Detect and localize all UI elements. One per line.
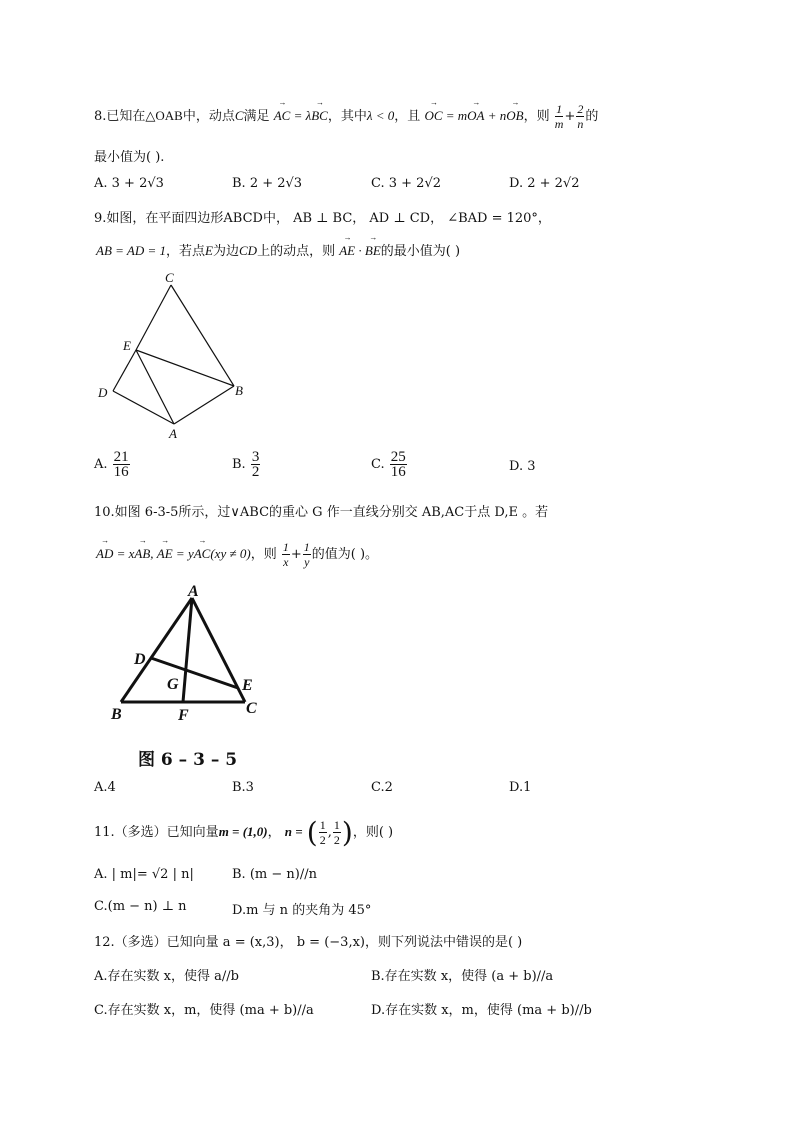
q9-option-b [232,450,261,479]
q9-option-c-den: 16 [390,464,406,480]
q10-line1: 10.如图 6-3-5所示，过∨ABC的重心 G 作一直线分别交 AB,AC于点 D,E 。若 [94,505,549,520]
q9-edge-ab [174,386,234,424]
q10-figure-caption: 图 6 – 3 – 5 [138,750,238,770]
q11-paren-close: ) [341,816,353,849]
q9-edge-eb [136,350,234,386]
q8-vector-eq: → AC = λ→ BC [274,108,328,123]
q9-option-a-label: A. [94,457,108,472]
q9-option-c [371,450,408,479]
q11-option-b: B. (m − n)//n [232,867,317,882]
q10-frac-1y: $\frac{1}{y}$ [303,540,310,569]
q10-frac-1x: $\frac{1}{x}$ [282,540,289,569]
q11-option-c: C.(m − n) ⊥ n [94,899,187,914]
q8-triangle: △OAB [145,108,183,123]
q12-option-d: D.存在实数 x，m，使得 (ma + b)//b [371,1003,592,1018]
q9-option-d: D. 3 [509,459,536,474]
q9-label-b: B [235,383,243,398]
q8-line1: 8.已知在△OAB中，动点C满足 → AC = λ→ BC，其中λ < 0，且 → OC = m→ OA + n→ OB，则 $\frac{1}{m}$ + $\frac{2}{n}$ 的 [94,102,598,131]
q9-text-b: ，若点 [166,244,206,259]
q10-median-af [183,598,192,702]
q9-ab-ad: AB = AD = 1 [96,243,167,258]
q8-frac-2n: $\frac{2}{n}$ [577,102,584,131]
q9-option-c-num: 25 [390,449,406,465]
q10-vector-eqs: → AD = x→ AB, → AE = y→ AC(xy ≠ 0) [96,546,251,561]
q10-option-b: B.3 [232,780,254,795]
q10-label-c: C [246,700,257,717]
q8-option-a: A. 3 + 2√3 [94,176,164,191]
q8-lambda-cond: λ < 0 [366,108,395,123]
q8-tail: 的 [585,109,599,124]
q8-option-b: B. 2 + 2√3 [232,176,303,191]
q9-option-b-label: B. [232,457,246,472]
q11-m-value: m = (1,0) [218,824,268,839]
q9-option-c-frac [390,450,407,479]
q9-option-a-num: 21 [113,449,129,465]
q9-option-a-frac [113,450,130,479]
q8-option-c: C. 3 + 2√2 [371,176,442,191]
q11-line1: 11.（多选）已知向量m = (1,0)， n = ( $\frac{1}{2}$ , $\frac{1}{2}$ )，则( ) [94,816,394,849]
q8-oc-eq: → OC = m→ OA + n→ OB [424,108,523,123]
q10-text-end: 的值为( )。 [311,547,379,562]
q8-text-1: 中，动点 [182,109,235,124]
q12-option-a: A.存在实数 x，使得 a//b [94,969,239,984]
q11-frac-half-2: $\frac{1}{2}$ [333,818,340,847]
q11-intro: 11.（多选）已知向量 [94,825,219,840]
q8-frac-1m: $\frac{1}{m}$ [554,102,564,131]
q10-option-d: D.1 [509,780,532,795]
q9-text-g: 的最小值为( ) [380,244,461,259]
q11-option-d: D.m 与 n 的夹角为 45° [232,903,372,918]
q9-edge-ea [136,350,174,424]
q8-option-d: D. 2 + 2√2 [509,176,580,191]
q9-figure [90,266,260,446]
q10-label-d: D [134,651,146,668]
q10-label-f: F [178,707,189,724]
q9-edge-da [113,391,174,424]
q11-tail: ，则( ) [352,825,394,840]
q9-option-c-label: C. [371,457,385,472]
q12-option-c: C.存在实数 x，m，使得 (ma + b)//a [94,1003,314,1018]
q9-option-a-den: 16 [113,464,129,480]
q10-figure [108,578,278,728]
q9-label-d: D [98,385,108,400]
q9-text-d: 为边 [213,244,240,259]
q11-option-a: A. | m|= √2 | n| [94,867,194,882]
q10-label-a: A [188,583,199,600]
q10-option-a: A.4 [94,780,116,795]
q10-option-c: C.2 [371,780,393,795]
q9-line2 [96,240,460,259]
q10-text-tail: ，则 [250,547,277,562]
q9-edge-cb [171,285,234,386]
q11-n-prefix: n = [284,824,303,839]
q8-text-5: ，则 [523,109,550,124]
q9-option-b-frac [251,450,261,479]
q9-dot-product: → AE · → BE [339,243,381,258]
q10-label-b: B [111,706,122,723]
q10-label-g: G [167,676,179,693]
q8-intro: 8.已知在 [94,109,146,124]
q9-label-a: A [169,426,177,441]
q8-point-c: C [234,108,244,123]
q10-line2: → AD = x→ AB, → AE = y→ AC(xy ≠ 0)，则 $\frac{1}{x}$ + $\frac{1}{y}$ 的值为( )。 [96,540,378,569]
q10-edge-ab [121,598,192,702]
q9-point-e: E [205,243,213,258]
q9-label-e: E [123,338,131,353]
q11-frac-half-1: $\frac{1}{2}$ [319,818,326,847]
q9-line1: 9.如图，在平面四边形ABCD中， AB ⊥ BC， AD ⊥ CD， ∠BAD = 120°， [94,211,551,226]
q12-option-b: B.存在实数 x，使得 (a + b)//a [371,969,554,984]
q8-text-4: ，且 [394,109,421,124]
q10-label-e: E [242,677,253,694]
q8-text-3: ，其中 [327,109,367,124]
q8-line2: 最小值为( ). [94,150,165,165]
q11-n-value: ( [306,816,318,849]
q8-text-2: 满足 [243,109,270,124]
q9-option-b-num: 3 [251,449,260,465]
q9-edge-ce [136,285,171,350]
q9-cd: CD [239,243,258,258]
q9-option-a [94,450,131,479]
q9-label-c: C [165,270,174,285]
q9-text-f: 上的动点，则 [257,244,336,259]
q9-edge-ed [113,350,136,391]
q12-line1: 12.（多选）已知向量 a = (x,3)， b = (−3,x)，则下列说法中错误的是( ) [94,935,523,950]
q9-option-b-den: 2 [251,464,260,480]
